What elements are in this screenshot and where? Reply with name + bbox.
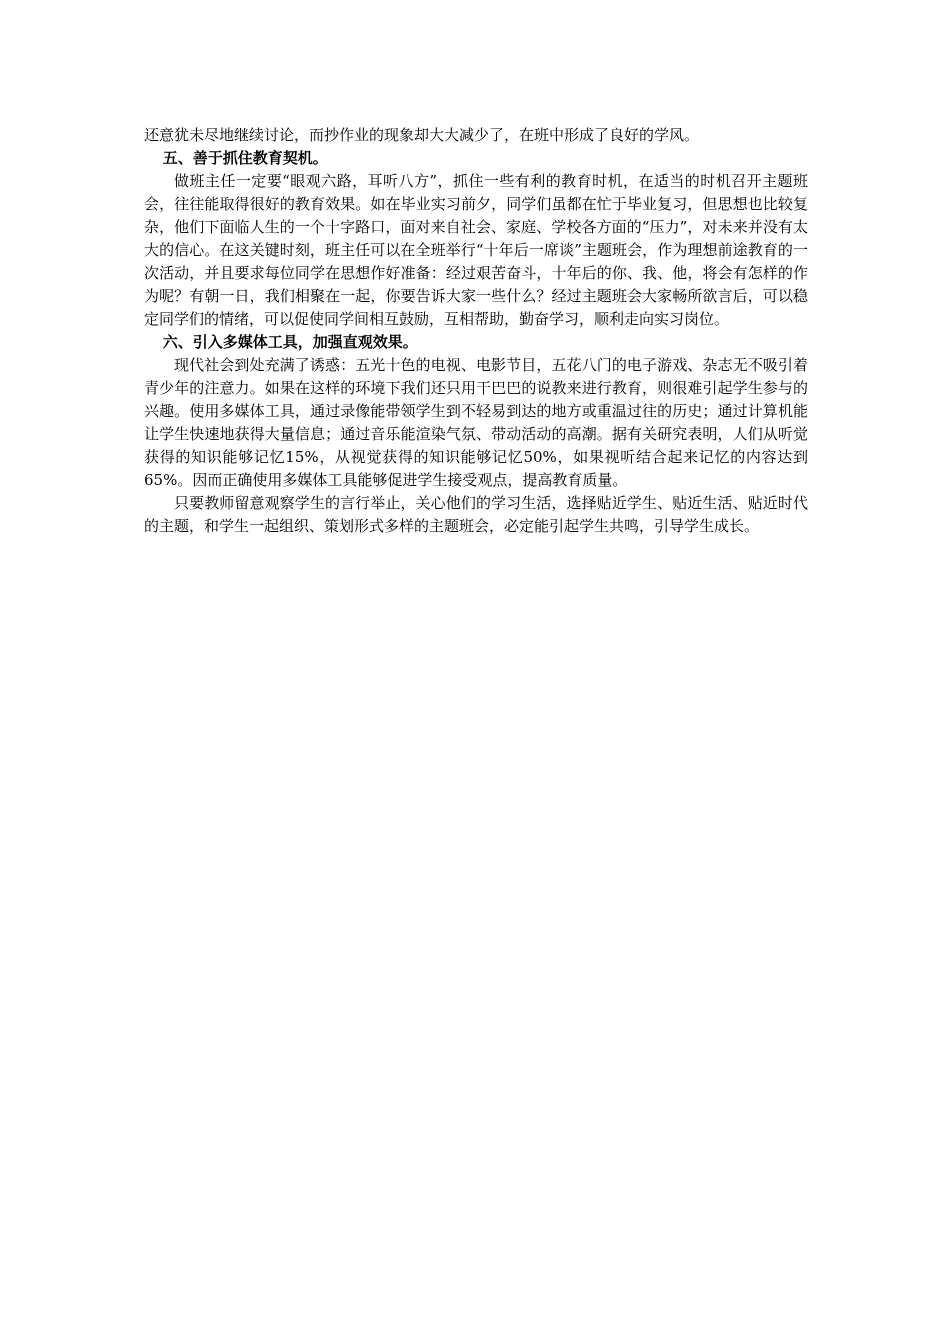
section-5-heading: 五、善于抓住教育契机。 xyxy=(162,149,328,167)
document-page xyxy=(144,124,808,538)
conclusion-paragraph: 只要教师留意观察学生的言行举止，关心他们的学习生活，选择贴近学生、贴近生活、贴近时代的主题，和学生一起组织、策划形式多样的主题班会，必定能引起学生共鸣，引导学生成长。 xyxy=(144,494,808,535)
section-5-paragraph: 做班主任一定要“眼观六路，耳听八方”，抓住一些有利的教育时机，在适当的时机召开主题班会，往往能取得很好的教育效果。如在毕业实习前夕，同学们虽都在忙于毕业复习，但思想也比较复杂，他们下面临人生的一个十字路口，面对来自社会、家庭、学校各方面的“压力”，对未来并没有太大的信心。在这关键时刻，班主任可以在全班举行“十年后一席谈”主题班会，作为理想前途教育的一次活动，并且要求每位同学在思想作好准备：经过艰苦奋斗，十年后的你、我、他，将会有怎样的作为呢？有朝一日，我们相聚在一起，你要告诉大家一些什么？经过主题班会大家畅所欲言后，可以稳定同学们的情绪，可以促使同学间相互鼓励，互相帮助，勤奋学习，顺利走向实习岗位。 xyxy=(144,172,808,328)
section-6-heading: 六、引入多媒体工具，加强直观效果。 xyxy=(162,333,418,351)
section-6-paragraph: 现代社会到处充满了诱惑：五光十色的电视、电影节目，五花八门的电子游戏、杂志无不吸引着青少年的注意力。如果在这样的环境下我们还只用干巴巴的说教来进行教育，则很难引起学生参与的兴趣。使用多媒体工具，通过录像能带领学生到不轻易到达的地方或重温过往的历史；通过计算机能让学生快速地获得大量信息；通过音乐能渲染气氛、带动活动的高潮。据有关研究表明，人们从听觉获得的知识能够记忆15%，从视觉获得的知识能够记忆50%，如果视听结合起来记忆的内容达到65%。因而正确使用多媒体工具能够促进学生接受观点，提高教育质量。 xyxy=(144,356,808,489)
continued-paragraph: 还意犹未尽地继续讨论，而抄作业的现象却大大减少了，在班中形成了良好的学风。 xyxy=(144,126,700,144)
